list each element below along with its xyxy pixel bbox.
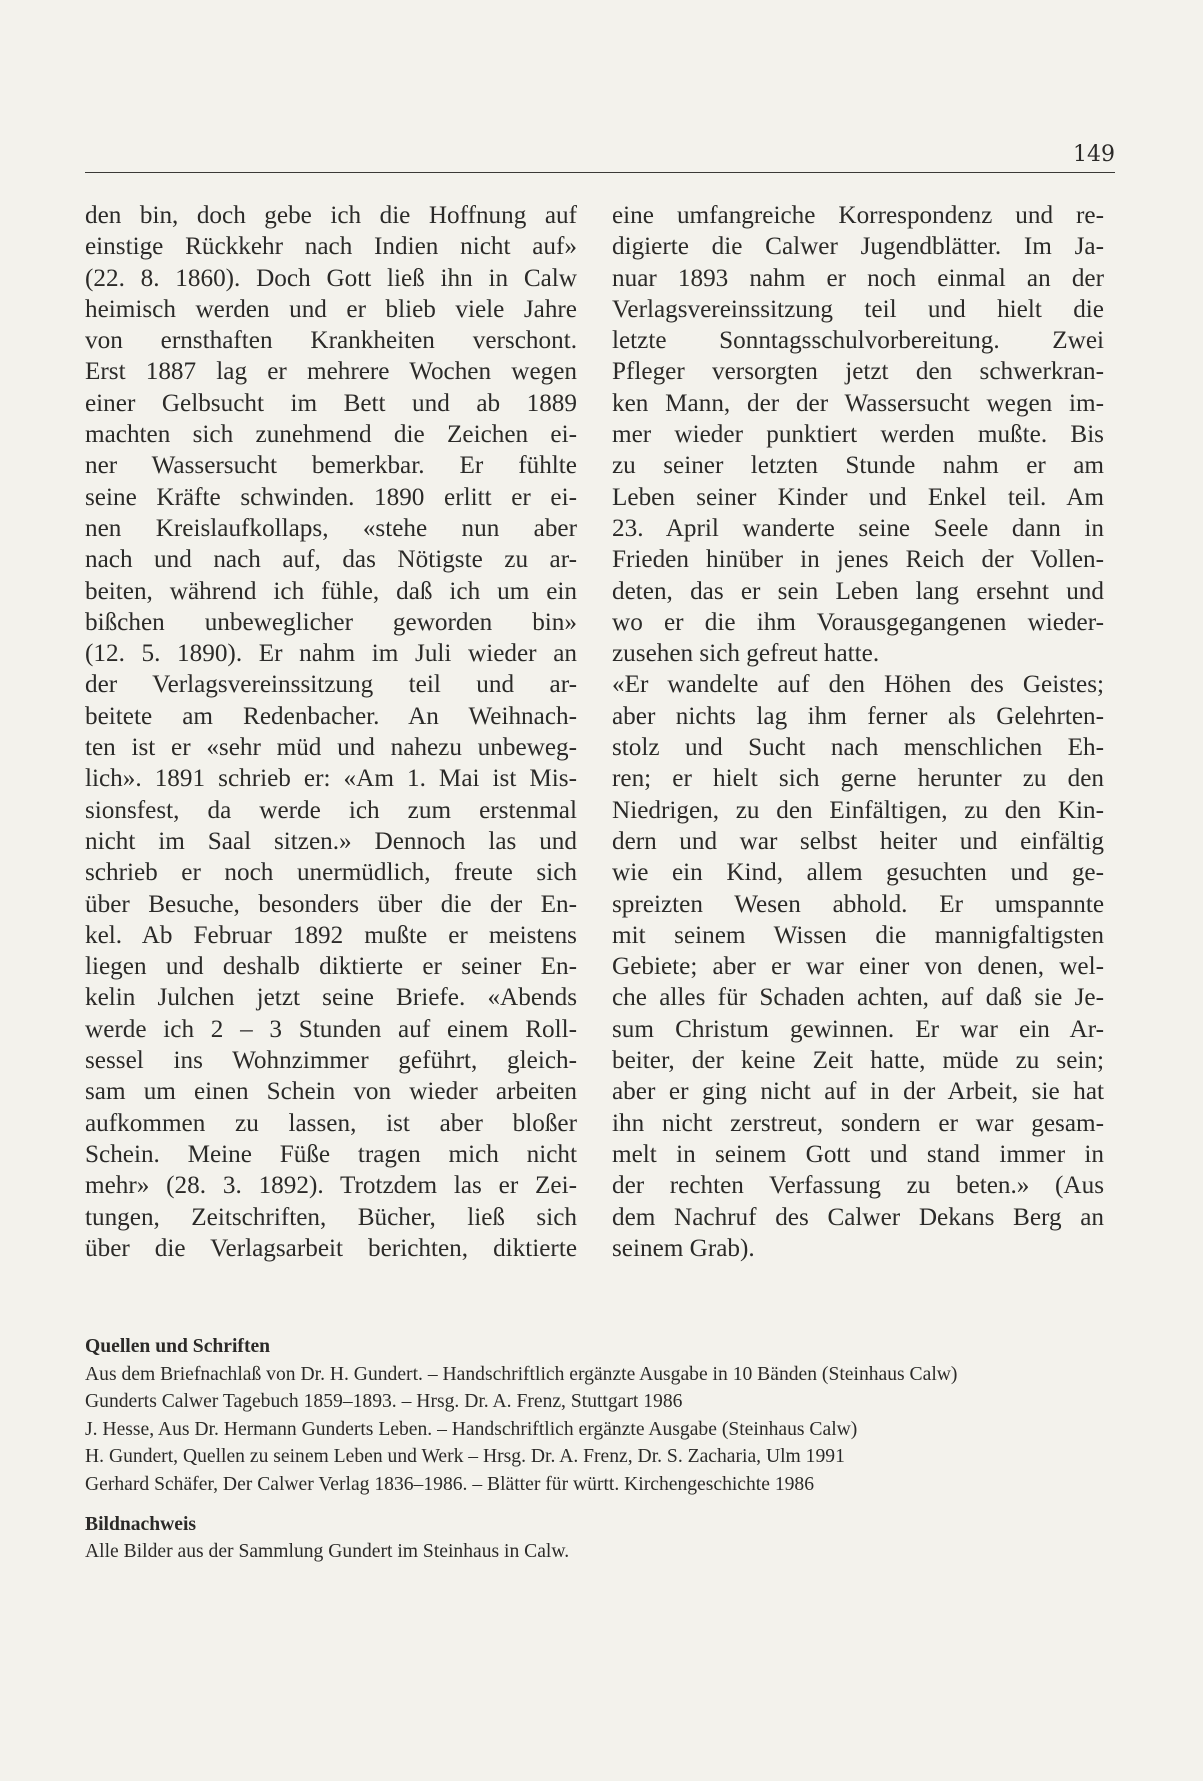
text-line: wie ein Kind, allem gesuchten und ge- bbox=[612, 859, 1104, 887]
text-line: machten sich zunehmend die Zeichen ei- bbox=[85, 421, 577, 449]
text-line: sum Christum gewinnen. Er war ein Ar- bbox=[612, 1015, 1104, 1043]
text-line: dern und war selbst heiter und einfältig bbox=[612, 827, 1104, 855]
source-entry: H. Gundert, Quellen zu seinem Leben und Werk – Hrsg. Dr. A. Frenz, Dr. S. Zacharia, Ulm 1991 bbox=[85, 1446, 845, 1468]
text-line: beitete am Redenbacher. An Weihnach- bbox=[85, 702, 577, 730]
text-line: «Er wandelte auf den Höhen des Geistes; bbox=[612, 671, 1104, 699]
text-line: mer wieder punktiert werden mußte. Bis bbox=[612, 421, 1104, 449]
text-line: Frieden hinüber in jenes Reich der Vollen- bbox=[612, 546, 1104, 574]
text-line: lich». 1891 schrieb er: «Am 1. Mai ist Mis- bbox=[85, 765, 577, 793]
text-line: eine umfangreiche Korrespondenz und re- bbox=[612, 202, 1104, 229]
text-line: ihn nicht zerstreut, sondern er war gesam- bbox=[612, 1109, 1104, 1137]
text-line: nach und nach auf, das Nötigste zu ar- bbox=[85, 546, 577, 574]
text-line: sessel ins Wohnzimmer geführt, gleich- bbox=[85, 1047, 577, 1075]
text-line: beiter, der keine Zeit hatte, müde zu sein; bbox=[612, 1047, 1104, 1075]
text-line: kel. Ab Februar 1892 mußte er meistens bbox=[85, 921, 577, 949]
text-line: den bin, doch gebe ich die Hoffnung auf bbox=[85, 202, 577, 229]
text-line: sionsfest, da werde ich zum erstenmal bbox=[85, 796, 577, 824]
text-line: heimisch werden und er blieb viele Jahre bbox=[85, 295, 577, 323]
text-line: wo er die ihm Vorausgegangenen wieder- bbox=[612, 608, 1104, 636]
text-line: mit seinem Wissen die mannigfaltigsten bbox=[612, 921, 1104, 949]
text-line: dem Nachruf des Calwer Dekans Berg an bbox=[612, 1203, 1104, 1231]
text-line: aber er ging nicht auf in der Arbeit, sie hat bbox=[612, 1078, 1104, 1106]
text-line: ren; er hielt sich gerne herunter zu den bbox=[612, 765, 1104, 793]
sources-heading: Quellen und Schriften bbox=[85, 1336, 271, 1357]
source-entry: Aus dem Briefnachlaß von Dr. H. Gundert. – Handschriftlich ergänzte Ausgabe in 10 Bänden (Steinhaus Calw) bbox=[85, 1363, 958, 1385]
text-line: ten ist er «sehr müd und nahezu unbeweg- bbox=[85, 734, 577, 762]
text-line: nuar 1893 nahm er noch einmal an der bbox=[612, 264, 1104, 292]
image-credits-text: Alle Bilder aus der Sammlung Gundert im Steinhaus in Calw. bbox=[85, 1541, 570, 1563]
text-line: Erst 1887 lag er mehrere Wochen wegen bbox=[85, 358, 577, 386]
text-line: Gebiete; aber er war einer von denen, wel- bbox=[612, 953, 1104, 981]
text-line: (22. 8. 1860). Doch Gott ließ ihn in Calw bbox=[85, 264, 577, 292]
text-line: stolz und Sucht nach menschlichen Eh- bbox=[612, 734, 1104, 762]
text-line: zu seiner letzten Stunde nahm er am bbox=[612, 452, 1104, 480]
text-line: sam um einen Schein von wieder arbeiten bbox=[85, 1078, 577, 1106]
text-line: ner Wassersucht bemerkbar. Er fühlte bbox=[85, 452, 577, 480]
text-line: der Verlagsvereinssitzung teil und ar- bbox=[85, 671, 577, 699]
text-line: kelin Julchen jetzt seine Briefe. «Abends bbox=[85, 984, 577, 1012]
source-entry: J. Hesse, Aus Dr. Hermann Gunderts Leben. – Handschriftlich ergänzte Ausgabe (Steinhaus Calw) bbox=[85, 1418, 858, 1440]
text-line: deten, das er sein Leben lang ersehnt und bbox=[612, 577, 1104, 605]
text-line: nicht im Saal sitzen.» Dennoch las und bbox=[85, 827, 577, 855]
text-line: nen Kreislaufkollaps, «stehe nun aber bbox=[85, 514, 577, 542]
text-line: Niedrigen, zu den Einfältigen, zu den Kin- bbox=[612, 796, 1104, 824]
text-line: über die Verlagsarbeit berichten, diktierte bbox=[85, 1234, 577, 1262]
right-column bbox=[612, 200, 1104, 1264]
text-line: werde ich 2 – 3 Stunden auf einem Roll- bbox=[85, 1015, 577, 1043]
text-line: melt in seinem Gott und stand immer in bbox=[612, 1140, 1104, 1168]
text-line: schrieb er noch unermüdlich, freute sich bbox=[85, 859, 577, 887]
text-line: liegen und deshalb diktierte er seiner En- bbox=[85, 953, 577, 981]
source-entry: Gerhard Schäfer, Der Calwer Verlag 1836–1986. – Blätter für württ. Kirchengeschichte 1986 bbox=[85, 1473, 815, 1495]
text-line: Verlagsvereinssitzung teil und hielt die bbox=[612, 295, 1104, 323]
text-line: zusehen sich gefreut hatte. bbox=[612, 640, 880, 668]
text-line: aufkommen zu lassen, ist aber bloßer bbox=[85, 1109, 577, 1137]
page-number: 149 bbox=[1073, 142, 1115, 167]
text-line: (12. 5. 1890). Er nahm im Juli wieder an bbox=[85, 640, 577, 668]
text-line: Schein. Meine Füße tragen mich nicht bbox=[85, 1140, 577, 1168]
text-line: mehr» (28. 3. 1892). Trotzdem las er Zei- bbox=[85, 1172, 577, 1200]
source-entry: Gunderts Calwer Tagebuch 1859–1893. – Hrsg. Dr. A. Frenz, Stuttgart 1986 bbox=[85, 1391, 683, 1413]
text-line: 23. April wanderte seine Seele dann in bbox=[612, 514, 1104, 542]
text-line: spreizten Wesen abhold. Er umspannte bbox=[612, 890, 1104, 918]
text-line: seinem Grab). bbox=[612, 1234, 755, 1262]
image-credits-heading: Bildnachweis bbox=[85, 1513, 197, 1535]
text-line: über Besuche, besonders über die der En- bbox=[85, 890, 577, 918]
text-line: seine Kräfte schwinden. 1890 erlitt er ei- bbox=[85, 483, 577, 511]
text-line: einstige Rückkehr nach Indien nicht auf» bbox=[85, 233, 577, 261]
text-line: che alles für Schaden achten, auf daß sie Je- bbox=[612, 984, 1104, 1012]
text-line: beiten, während ich fühle, daß ich um ein bbox=[85, 577, 577, 605]
text-line: Leben seiner Kinder und Enkel teil. Am bbox=[612, 483, 1104, 511]
header-rule bbox=[85, 172, 1115, 173]
text-line: aber nichts lag ihm ferner als Gelehrten- bbox=[612, 702, 1104, 730]
sources-section bbox=[85, 1333, 1120, 1566]
text-line: ken Mann, der der Wassersucht wegen im- bbox=[612, 389, 1104, 417]
text-line: der rechten Verfassung zu beten.» (Aus bbox=[612, 1172, 1104, 1200]
text-line: letzte Sonntagsschulvorbereitung. Zwei bbox=[612, 327, 1104, 355]
text-line: bißchen unbeweglicher geworden bin» bbox=[85, 608, 577, 636]
text-line: tungen, Zeitschriften, Bücher, ließ sich bbox=[85, 1203, 577, 1231]
text-line: digierte die Calwer Jugendblätter. Im Ja- bbox=[612, 233, 1104, 261]
left-column bbox=[85, 200, 577, 1264]
text-line: einer Gelbsucht im Bett und ab 1889 bbox=[85, 389, 577, 417]
text-line: von ernsthaften Krankheiten verschont. bbox=[85, 327, 577, 355]
text-line: Pfleger versorgten jetzt den schwerkran- bbox=[612, 358, 1104, 386]
